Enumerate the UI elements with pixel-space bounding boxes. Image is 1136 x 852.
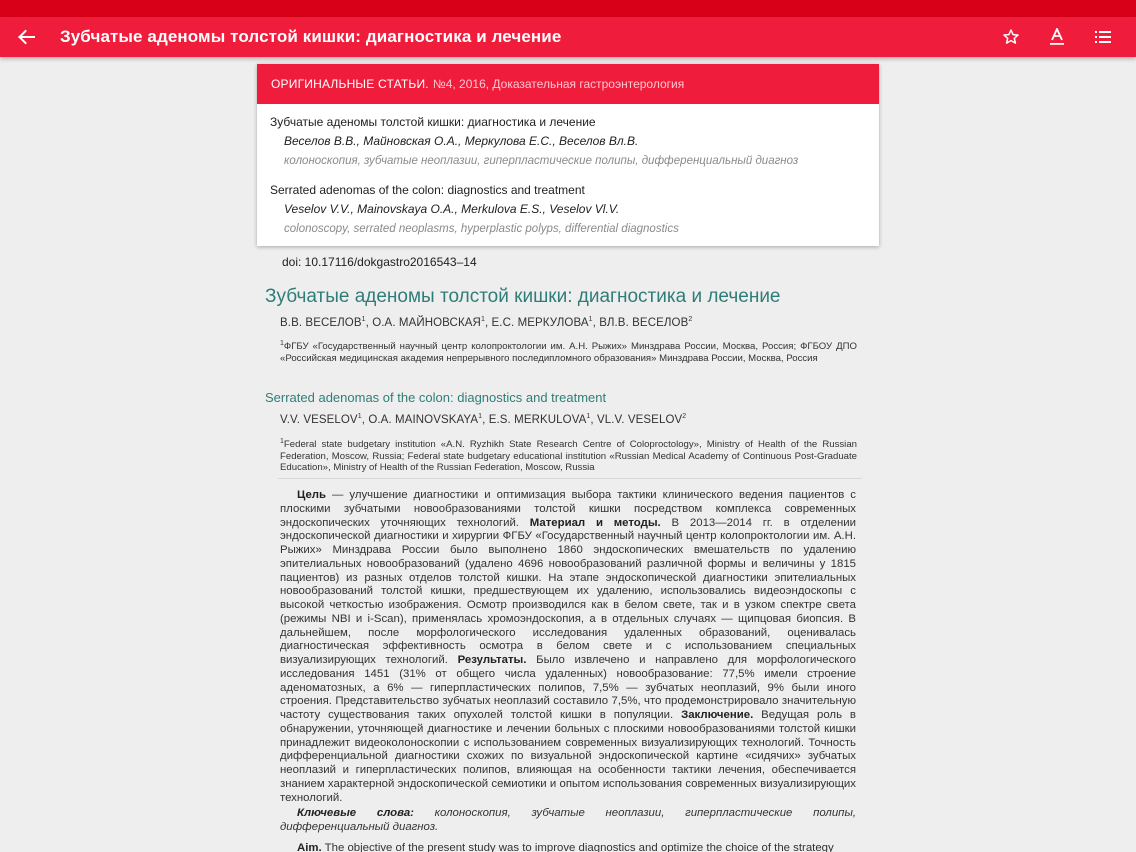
article-title-ru: Зубчатые аденомы толстой кишки: диагностика и лечение — [265, 286, 781, 307]
card-ru-authors: Веселов В.В., Майновская О.А., Меркулова Е.С., Веселов Вл.В. — [284, 134, 639, 148]
article-info-card — [257, 64, 879, 246]
star-outline-icon — [1002, 28, 1020, 46]
card-en-keywords: colonoscopy, serrated neoplasms, hyperplastic polyps, differential diagnostics — [284, 223, 679, 235]
issue-meta: №4, 2016, Доказательная гастроэнтерология — [432, 77, 685, 91]
card-body — [257, 104, 879, 250]
author: O.A. MAINOVSKAYA — [368, 413, 479, 426]
doi: doi: 10.17116/dokgastro2016543–14 — [282, 255, 477, 269]
text-format-button[interactable] — [1034, 17, 1080, 57]
app-bar-title: Зубчатые аденомы толстой кишки: диагностика и лечение — [60, 27, 562, 46]
author: E.S. MERKULOVA — [488, 413, 587, 426]
author: В.В. ВЕСЕЛОВ — [280, 316, 362, 329]
card-en-title: Serrated adenomas of the colon: diagnostics and treatment — [270, 183, 585, 197]
methods-label: Материал и методы. — [529, 516, 661, 529]
article-title-en: Serrated adenomas of the colon: diagnostics and treatment — [265, 390, 607, 405]
keywords-label: Ключевые слова: — [297, 807, 414, 819]
affiliation-ru: $^1$ФГБУ «Государственный научный центр колопроктологии им. А.Н. Рыжих» Минздрава России, Москва, Россия; ФГБОУ ДПО «Российская медицинская академия непрерывного последипломного образования» Минздрава России, Москва, Россия — [280, 340, 857, 364]
card-en-authors: Veselov V.V., Mainovskaya O.A., Merkulova E.S., Veselov Vl.V. — [284, 202, 620, 216]
aim-label: Цель — [297, 489, 327, 501]
divider — [278, 478, 862, 479]
keywords-text: колоноскопия, зубчатые неоплазии, гиперпластические полипы, дифференциальный диагноз. — [280, 807, 857, 833]
section-label: ОРИГИНАЛЬНЫЕ СТАТЬИ. — [271, 77, 429, 91]
author: Е.С. МЕРКУЛОВА — [491, 316, 589, 329]
arrow-back-icon — [17, 29, 35, 45]
aim-en-label: Aim. — [297, 842, 322, 852]
keywords-ru — [280, 807, 856, 835]
author: О.А. МАЙНОВСКАЯ — [372, 316, 481, 329]
card-ru-title: Зубчатые аденомы толстой кишки: диагностика и лечение — [270, 115, 596, 129]
authors-en: V.V. VESELOV$^1$, O.A. MAINOVSKAYA$^1$, E.S. MERKULOVA$^1$, VL.V. VESELOV$^2$ — [280, 413, 687, 426]
status-bar — [0, 0, 1136, 17]
affiliation-ru-text: ФГБУ «Государственный научный центр колопроктологии им. А.Н. Рыжих» Минздрава России, Москва, Россия; ФГБОУ ДПО «Российская медицинская академия непрерывного последипломного образования» Минздрава России, Москва, Россия — [280, 341, 857, 364]
abstract-ru — [280, 489, 856, 805]
card-header — [257, 64, 879, 104]
back-button[interactable] — [0, 17, 52, 57]
aim-text: — улучшение диагностики и оптимизация выбора тактики клинического ведения пациентов с плоскими зубчатыми новообразованиями толстой кишки посредством комплекса современных эндоскопических уточняющих технологий. — [280, 489, 856, 529]
favorite-button[interactable] — [988, 17, 1034, 57]
text-format-icon — [1049, 28, 1065, 46]
conclusion-label: Заключение. — [681, 709, 754, 721]
contents-button[interactable] — [1080, 17, 1126, 57]
affiliation-en-text: Federal state budgetary institution «A.N. Ryzhikh State Research Centre of Coloproctology», Ministry of Health of the Russian Federation, Moscow, Russia; Federal state budgetary educational institution «Russian Medical Academy of Continuous Post-Graduate Education», Ministry of Health of the Russian Federation, Moscow, Russia — [280, 439, 857, 474]
affiliation-en: $^1$Federal state budgetary institution «A.N. Ryzhikh State Research Centre of Coloproctology», Ministry of Health of the Russian Federation, Moscow, Russia; Federal state budgetary educational institution «Russian Medical Academy of Continuous Post-Graduate Education», Ministry of Health of the Russian Federation, Moscow, Russia — [280, 438, 857, 474]
list-icon — [1095, 30, 1111, 44]
app-bar — [0, 17, 1136, 57]
results-text: Было извлечено и направлено для морфологического исследования 1451 (31% от общего числа удаленных) новообразование: 77,5% имели строение аденоматозных, а 6% — гиперпластических полипов, 7,5% — зубчатых неоплазий, 9% были иного строения. Представительство зубчатых неоплазий составило 7,5%, что продемонстрировало значительную частоту существования таких опухолей толстой кишки в популяции. — [280, 654, 856, 721]
abstract-en-start — [280, 842, 856, 852]
app-bar-actions — [988, 17, 1126, 57]
methods-text: В 2013—2014 гг. в отделении эндоскопической диагностики и хирургии ФГБУ «Государственный научный центр колопроктологии им. А.Н. Рыжих» Минздрава России было выполнено 1860 эндоскопических вмешательств по удалению эпителиальных новообразований (удалено 4696 новообразований различной формы и величины у 1815 пациентов) из разных отделов толстой кишки. На этапе эндоскопической диагностики эпителиальных новообразований толстой кишки, предшествующем их удалению, использовались видеоэндоскопы с высокой четкостью изображения. Осмотр производился как в белом свете, так и в узком спектре света (режимы NBI и i-Scan), применялась хромоэндоскопия, а в отдельных случаях — щипцовая биопсия. В дальнейшем, после морфологического исследования удаленных образований, оценивалась диагностическая эффективность осмотра в белом свете и с использованием специальных визуализирующих технологий. — [280, 516, 856, 666]
author: V.V. VESELOV — [280, 413, 358, 426]
author: VL.V. VESELOV — [597, 413, 683, 426]
conclusion-text: Ведущая роль в обнаружении, уточняющей диагностике и лечении больных с плоскими новообразованиями толстой кишки принадлежит видеоколоноскопии с использованием современных визуализирующих технологий. Точность дифференциальной диагностики схожих по визуальной эндоскопической картине «сидячих» зубчатых неоплазий и гиперпластических полипов, влияющая на особенности тактики лечения, обеспечивается знанием характерной эндоскопической семиотики и опытом использования современных визуализирующих технологий. — [280, 709, 856, 804]
aim-en-text: The objective of the present study was to improve diagnostics and optimize the choice of the strategy — [321, 842, 834, 852]
card-ru-keywords: колоноскопия, зубчатые неоплазии, гиперпластические полипы, дифференциальный диагноз — [284, 155, 799, 167]
author: ВЛ.В. ВЕСЕЛОВ — [599, 316, 689, 329]
results-label: Результаты. — [457, 654, 527, 666]
authors-ru: В.В. ВЕСЕЛОВ$^1$, О.А. МАЙНОВСКАЯ$^1$, Е.С. МЕРКУЛОВА$^1$, ВЛ.В. ВЕСЕЛОВ$^2$ — [280, 316, 693, 329]
